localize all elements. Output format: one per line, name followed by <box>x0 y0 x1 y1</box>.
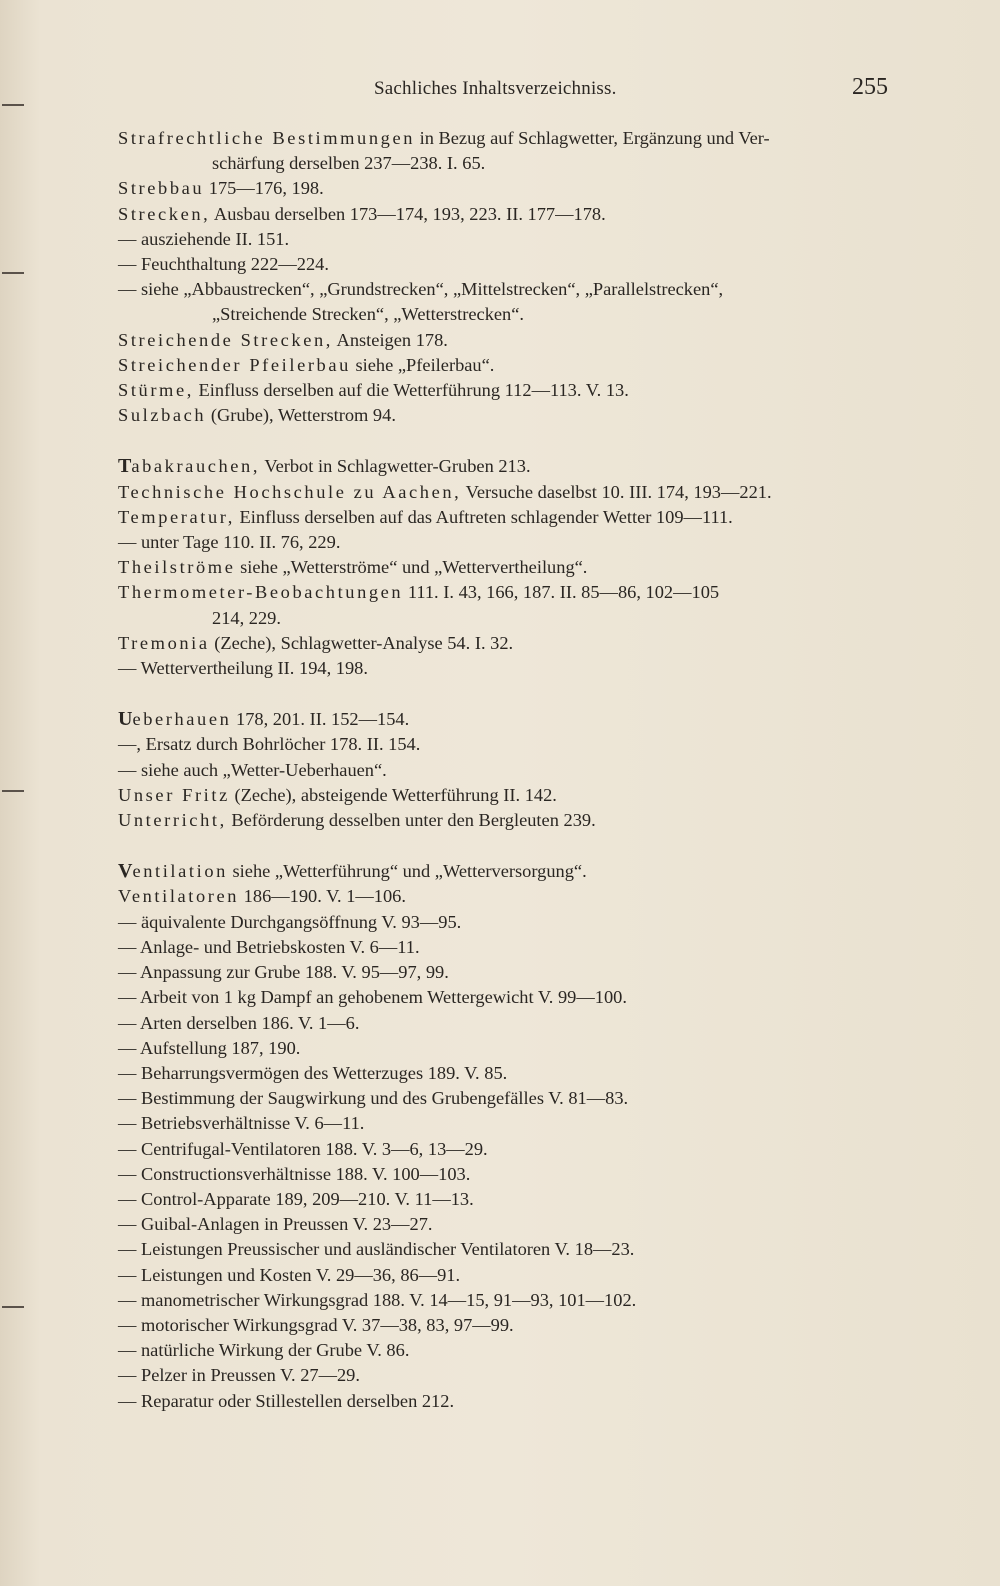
entry-text: — Feuchthaltung 222—224. <box>118 254 329 275</box>
entry-keyword: Ventilatoren <box>118 886 240 907</box>
entry-text: — Betriebsverhältnisse V. 6—11. <box>118 1113 365 1134</box>
entry-text: —, Ersatz durch Bohrlöcher 178. II. 154. <box>118 734 421 755</box>
entry-text: Ansteigen 178. <box>332 329 448 350</box>
index-entry <box>118 985 908 1010</box>
index-entry <box>118 580 908 630</box>
entry-text: — Leistungen Preussischer und ausländischer Ventilatoren V. 18—23. <box>118 1239 635 1260</box>
entry-text: siehe „Pfeilerbau“. <box>350 354 495 375</box>
index-entry <box>118 960 908 985</box>
index-entry <box>118 454 908 479</box>
margin-tick <box>2 1306 24 1308</box>
index-entry <box>118 1061 908 1086</box>
index-section <box>118 707 908 833</box>
entry-text: — Aufstellung 187, 190. <box>118 1037 301 1058</box>
index-content <box>118 126 908 1414</box>
entry-text: — Arbeit von 1 kg Dampf an gehobenem Wettergewicht V. 99—100. <box>118 987 627 1008</box>
entry-text: — Constructionsverhältnisse 188. V. 100—103. <box>118 1163 471 1184</box>
entry-keyword: Streichender Pfeilerbau <box>118 354 351 375</box>
index-entry <box>118 1011 908 1036</box>
entry-text: siehe „Wetterströme“ und „Wettervertheilung“. <box>235 557 588 578</box>
index-entry <box>118 1137 908 1162</box>
entry-text: (Grube), Wetterstrom 94. <box>206 405 396 426</box>
entry-text: — äquivalente Durchgangsöffnung V. 93—95. <box>118 911 462 932</box>
index-entry <box>118 884 908 909</box>
index-entry <box>118 1086 908 1111</box>
index-entry <box>118 252 908 277</box>
entry-text: Beförderung desselben unter den Bergleuten 239. <box>226 810 596 831</box>
entry-text: Einfluss derselben auf die Wetterführung 112—113. V. 13. <box>193 380 629 401</box>
entry-initial: U <box>118 708 133 731</box>
entry-keyword: Streichende Strecken, <box>118 329 333 350</box>
margin-tick <box>2 272 24 274</box>
entry-text: — Beharrungsvermögen des Wetterzuges 189. V. 85. <box>118 1062 508 1083</box>
entry-keyword: abakrauchen, <box>131 456 261 477</box>
entry-text: — Guibal-Anlagen in Preussen V. 23—27. <box>118 1214 433 1235</box>
margin-tick <box>2 790 24 792</box>
index-entry <box>118 555 908 580</box>
entry-keyword: Tremonia <box>118 632 210 653</box>
entry-keyword: entilation <box>132 861 228 882</box>
entry-text: 111. I. 43, 166, 187. II. 85—86, 102—105 <box>403 582 720 603</box>
index-entry <box>118 1036 908 1061</box>
entry-keyword: Unterricht, <box>118 810 227 831</box>
entry-text: — ausziehende II. 151. <box>118 228 290 249</box>
index-entry <box>118 1389 908 1414</box>
index-section <box>118 126 908 428</box>
index-entry <box>118 403 908 428</box>
entry-text: — Reparatur oder Stillestellen derselben 212. <box>118 1390 455 1411</box>
entry-text: — motorischer Wirkungsgrad V. 37—38, 83, 97—99. <box>118 1314 514 1335</box>
index-entry <box>118 227 908 252</box>
index-entry <box>118 656 908 681</box>
index-entry <box>118 176 908 201</box>
entry-keyword: Thermometer-Beobachtungen <box>118 582 404 603</box>
entry-continuation: schärfung derselben 237—238. I. 65. <box>212 153 486 174</box>
index-entry <box>118 1313 908 1338</box>
entry-text: siehe „Wetterführung“ und „Wetterversorgung“. <box>227 861 587 882</box>
entry-initial: V <box>118 860 133 883</box>
index-entry <box>118 353 908 378</box>
binding-margin <box>0 0 40 1586</box>
index-entry <box>118 631 908 656</box>
entry-text: — natürliche Wirkung der Grube V. 86. <box>118 1340 410 1361</box>
index-entry <box>118 1187 908 1212</box>
entry-text: — Anlage- und Betriebskosten V. 6—11. <box>118 936 420 957</box>
entry-text: — Arten derselben 186. V. 1—6. <box>118 1012 360 1033</box>
index-entry <box>118 277 908 327</box>
entry-keyword: eberhauen <box>132 709 232 730</box>
running-header <box>0 74 1000 110</box>
index-entry <box>118 859 908 884</box>
entry-text: — Pelzer in Preussen V. 27—29. <box>118 1365 360 1386</box>
entry-keyword: Temperatur, <box>118 506 235 527</box>
entry-text: in Bezug auf Schlagwetter, Ergänzung und Ver- <box>415 128 770 148</box>
index-entry <box>118 1212 908 1237</box>
entry-text: Verbot in Schlagwetter-Gruben 213. <box>260 456 531 477</box>
header-title: Sachliches Inhaltsverzeichniss. <box>374 78 617 99</box>
index-entry <box>118 505 908 530</box>
index-entry <box>118 783 908 808</box>
index-entry <box>118 202 908 227</box>
index-entry <box>118 1263 908 1288</box>
index-entry <box>118 935 908 960</box>
index-entry <box>118 378 908 403</box>
entry-text: 175—176, 198. <box>204 178 324 199</box>
entry-keyword: Strecken, <box>118 203 211 224</box>
index-entry <box>118 1111 908 1136</box>
entry-text: — Control-Apparate 189, 209—210. V. 11—13. <box>118 1188 474 1209</box>
index-entry <box>118 328 908 353</box>
entry-text: — Anpassung zur Grube 188. V. 95—97, 99. <box>118 962 449 983</box>
index-entry <box>118 758 908 783</box>
index-entry <box>118 530 908 555</box>
index-entry <box>118 126 908 176</box>
index-entry <box>118 1162 908 1187</box>
index-entry <box>118 910 908 935</box>
entry-text: Einfluss derselben auf das Auftreten schlagender Wetter 109—111. <box>234 506 733 527</box>
entry-text: Versuche daselbst 10. III. 174, 193—221. <box>461 481 772 502</box>
entry-text: — unter Tage 110. II. 76, 229. <box>118 532 341 553</box>
index-entry <box>118 1237 908 1262</box>
index-section <box>118 859 908 1413</box>
index-entry <box>118 1363 908 1388</box>
entry-keyword: Stürme, <box>118 380 194 401</box>
index-entry <box>118 480 908 505</box>
entry-text: — Bestimmung der Saugwirkung und des Grubengefälles V. 81—83. <box>118 1088 629 1109</box>
entry-text: 178, 201. II. 152—154. <box>231 709 410 730</box>
entry-keyword: Theilströme <box>118 557 236 578</box>
index-entry <box>118 707 908 732</box>
entry-text: 186—190. V. 1—106. <box>239 886 406 907</box>
entry-text: — Wettervertheilung II. 194, 198. <box>118 658 368 679</box>
entry-continuation: 214, 229. <box>212 607 281 628</box>
entry-text: Ausbau derselben 173—174, 193, 223. II. 177—178. <box>210 203 606 224</box>
entry-text: — manometrischer Wirkungsgrad 188. V. 14—15, 91—93, 101—102. <box>118 1289 637 1310</box>
entry-text: — siehe „Abbaustrecken“, „Grundstrecken“, „Mittelstrecken“, „Parallelstrecken“, <box>118 279 724 300</box>
entry-keyword: Strafrechtliche Bestimmungen <box>118 128 415 148</box>
entry-text: — Centrifugal-Ventilatoren 188. V. 3—6, 13—29. <box>118 1138 488 1159</box>
entry-keyword: Unser Fritz <box>118 784 230 805</box>
index-entry <box>118 1288 908 1313</box>
entry-keyword: Sulzbach <box>118 405 207 426</box>
entry-text: (Zeche), absteigende Wetterführung II. 142. <box>229 784 557 805</box>
entry-initial: T <box>118 455 132 478</box>
index-entry <box>118 1338 908 1363</box>
entry-continuation: „Streichende Strecken“, „Wetterstrecken“. <box>212 304 525 325</box>
entry-keyword: Strebbau <box>118 178 205 199</box>
entry-text: — siehe auch „Wetter-Ueberhauen“. <box>118 759 387 780</box>
index-entry <box>118 732 908 757</box>
page-number: 255 <box>852 74 888 100</box>
entry-keyword: Technische Hochschule zu Aachen, <box>118 481 462 502</box>
entry-text: (Zeche), Schlagwetter-Analyse 54. I. 32. <box>209 632 514 653</box>
entry-text: — Leistungen und Kosten V. 29—36, 86—91. <box>118 1264 461 1285</box>
index-entry <box>118 808 908 833</box>
index-section <box>118 454 908 681</box>
